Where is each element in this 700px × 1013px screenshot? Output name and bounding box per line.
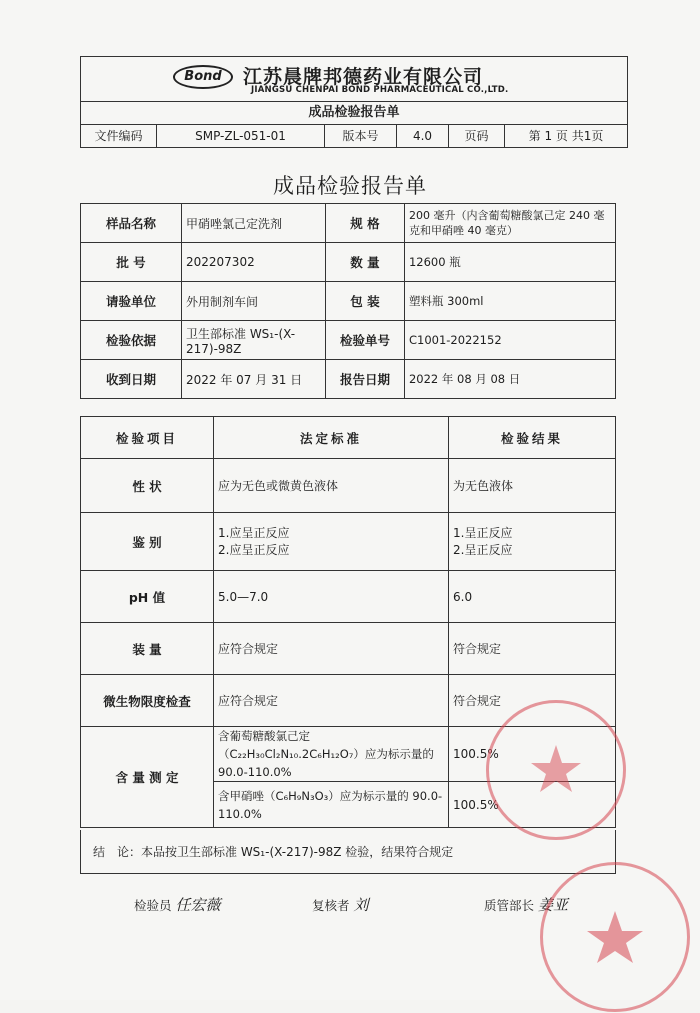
- column-header-standard: 法定标准: [214, 417, 449, 459]
- company-banner: [81, 57, 627, 102]
- item-microbial-limit: 微生物限度检查: [81, 675, 214, 727]
- standard-ph: 5.0—7.0: [214, 571, 449, 623]
- result-microbial-limit: 符合规定: [449, 675, 616, 727]
- package-label: 包 装: [325, 282, 404, 321]
- result-identification: 1.呈正反应 2.呈正反应: [449, 513, 616, 571]
- file-no: SMP-ZL-051-01: [157, 125, 325, 147]
- test-no-value: C1001-2022152: [404, 321, 615, 360]
- company-seal-stamp: [540, 862, 690, 1012]
- seal-star-icon: [543, 865, 687, 1009]
- version-label: 版本号: [325, 125, 397, 147]
- report-date-label: 报告日期: [325, 360, 404, 399]
- result-ph: 6.0: [449, 571, 616, 623]
- sample-info-table: [80, 203, 616, 399]
- column-header-result: 检验结果: [449, 417, 616, 459]
- inspector-label: 检验员: [134, 898, 172, 913]
- column-header-item: 检验项目: [81, 417, 214, 459]
- table-row: [81, 282, 616, 321]
- item-identification: 鉴 别: [81, 513, 214, 571]
- result-fill-volume: 符合规定: [449, 623, 616, 675]
- company-name-cn: 江苏晨牌邦德药业有限公司: [243, 66, 484, 88]
- document-header: [80, 56, 628, 148]
- inspection-seal-stamp: [486, 700, 626, 840]
- version-value: 4.0: [397, 125, 449, 147]
- page-value: 第 1 页 共1页: [528, 129, 604, 143]
- basis-label: 检验依据: [81, 321, 182, 360]
- result-assay-metronidazole: 100.5%: [449, 782, 616, 828]
- qa-handwriting: 姜亚: [538, 896, 569, 914]
- item-appearance: 性 状: [81, 459, 214, 513]
- batch-value: 202207302: [182, 243, 326, 282]
- spec-value: 200 毫升（内含葡萄糖酸氯己定 240 毫克和甲硝唑 40 毫克）: [404, 204, 615, 243]
- qa-label: 质管部长: [484, 898, 535, 913]
- unit-value: 外用制剂车间: [182, 282, 326, 321]
- table-row: [81, 243, 616, 282]
- report-title: 成品检验报告单: [273, 174, 427, 198]
- standard-appearance: 应为无色或微黄色液体: [214, 459, 449, 513]
- sample-name: 甲硝唑氯己定洗剂: [182, 204, 326, 243]
- company-name-en: JIANGSU CHENPAI BOND PHARMACEUTICAL CO.,LTD.: [251, 85, 509, 95]
- standard-identification: 1.应呈正反应 2.应呈正反应: [214, 513, 449, 571]
- inspector-handwriting: 任宏薇: [175, 896, 221, 914]
- test-no-label: 检验单号: [325, 321, 404, 360]
- table-row: [81, 204, 616, 243]
- table-row: [81, 459, 616, 513]
- item-ph: pH 值: [81, 571, 214, 623]
- standard-assay-chlorhexidine: 含葡萄糖酸氯己定（C₂₂H₃₀Cl₂N₁₀.2C₆H₁₂O₇）应为标示量的 90.0-110.0%: [214, 727, 449, 782]
- bond-logo: Bond: [173, 65, 233, 89]
- document-meta-row: [81, 125, 627, 147]
- spec-label: 规 格: [325, 204, 404, 243]
- received-label: 收到日期: [81, 360, 182, 399]
- page-label: 页码: [449, 125, 505, 147]
- received-value: 2022 年 07 月 31 日: [182, 360, 326, 399]
- inspector-signature: [134, 894, 221, 915]
- table-row: [81, 513, 616, 571]
- file-no-label: 文件编码: [81, 125, 157, 147]
- conclusion: 结 论：本品按卫生部标准 WS₁-(X-217)-98Z 检验，结果符合规定: [80, 830, 616, 874]
- quantity-value: 12600 瓶: [404, 243, 615, 282]
- table-row: [81, 360, 616, 399]
- reviewer-signature: [312, 894, 369, 915]
- table-row: [81, 571, 616, 623]
- unit-label: 请验单位: [81, 282, 182, 321]
- result-appearance: 为无色液体: [449, 459, 616, 513]
- reviewer-label: 复核者: [312, 898, 350, 913]
- table-row: [81, 623, 616, 675]
- quantity-label: 数 量: [325, 243, 404, 282]
- seal-star-icon: [489, 703, 623, 837]
- reviewer-handwriting: 刘: [353, 896, 369, 914]
- sample-name-label: 样品名称: [81, 204, 182, 243]
- basis-value: 卫生部标准 WS₁-(X-217)-98Z: [182, 321, 326, 360]
- report-date-value: 2022 年 08 月 08 日: [404, 360, 615, 399]
- package-value: 塑料瓶 300ml: [404, 282, 615, 321]
- item-fill-volume: 装 量: [81, 623, 214, 675]
- item-assay: 含 量 测 定: [81, 727, 214, 828]
- batch-label: 批 号: [81, 243, 182, 282]
- table-row: [81, 321, 616, 360]
- standard-assay-metronidazole: 含甲硝唑（C₆H₉N₃O₃）应为标示量的 90.0-110.0%: [214, 782, 449, 828]
- form-title: 成品检验报告单: [81, 102, 627, 125]
- standard-microbial-limit: 应符合规定: [214, 675, 449, 727]
- result-assay-chlorhexidine: 100.5%: [449, 727, 616, 782]
- standard-fill-volume: 应符合规定: [214, 623, 449, 675]
- table-header-row: [81, 417, 616, 459]
